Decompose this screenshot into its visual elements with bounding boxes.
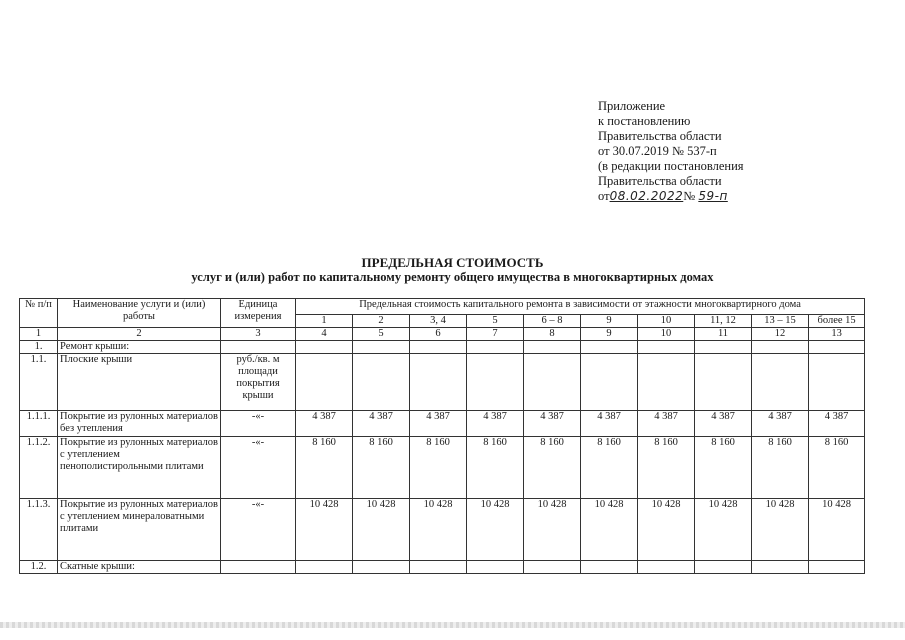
row-num: 1.1.2. [20, 437, 58, 499]
row-num: 1.1.3. [20, 499, 58, 561]
value-cell: 10 428 [695, 499, 752, 561]
col-number: 7 [467, 328, 524, 341]
row-name: Плоские крыши [58, 354, 221, 411]
value-cell: 10 428 [353, 499, 410, 561]
header-floor: 3, 4 [410, 315, 467, 328]
value-cell: 8 160 [353, 437, 410, 499]
value-cell: 4 387 [296, 411, 353, 437]
value-cell: 4 387 [581, 411, 638, 437]
header-floor: 10 [638, 315, 695, 328]
col-number: 8 [524, 328, 581, 341]
header-floor: 5 [467, 315, 524, 328]
col-number: 6 [410, 328, 467, 341]
header-floor: 13 – 15 [752, 315, 809, 328]
appendix-number-label: № [683, 189, 696, 203]
appendix-line-5: (в редакции постановления [598, 159, 744, 173]
table-row [20, 354, 865, 411]
value-cell: 4 387 [809, 411, 865, 437]
header-floor: 11, 12 [695, 315, 752, 328]
row-num: 1. [20, 341, 58, 354]
header-floor: более 15 [809, 315, 865, 328]
value-cell: 8 160 [809, 437, 865, 499]
appendix-line-1: Приложение [598, 99, 666, 113]
appendix-line-4: от 30.07.2019 № 537-п [598, 144, 717, 158]
row-name: Ремонт крыши: [58, 341, 221, 354]
value-cell: 8 160 [296, 437, 353, 499]
row-name: Покрытие из рулонных материалов без утепления [58, 411, 221, 437]
col-number: 12 [752, 328, 809, 341]
table-row [20, 561, 865, 574]
row-name: Скатные крыши: [58, 561, 221, 574]
value-cell: 10 428 [581, 499, 638, 561]
value-cell: 8 160 [410, 437, 467, 499]
header-floor: 2 [353, 315, 410, 328]
value-cell: 10 428 [809, 499, 865, 561]
value-cell: 10 428 [638, 499, 695, 561]
header-limit: Предельная стоимость капитального ремонта в зависимости от этажности многоквартирного дома [296, 299, 865, 315]
handwritten-number: 59-п [698, 189, 728, 203]
value-cell: 10 428 [467, 499, 524, 561]
col-number: 1 [20, 328, 58, 341]
col-number: 9 [581, 328, 638, 341]
value-cell: 8 160 [467, 437, 524, 499]
row-num: 1.2. [20, 561, 58, 574]
col-number: 10 [638, 328, 695, 341]
appendix-from-label: от [598, 189, 610, 203]
value-cell: 4 387 [410, 411, 467, 437]
document-subtitle: услуг и (или) работ по капитальному ремонту общего имущества в многоквартирных домах [191, 270, 714, 284]
value-cell: 8 160 [752, 437, 809, 499]
appendix-block [598, 99, 744, 204]
row-unit: -«- [221, 499, 296, 561]
scan-edge [0, 622, 905, 628]
table-row [20, 341, 865, 354]
value-cell: 4 387 [353, 411, 410, 437]
header-unit: Единица измерения [221, 299, 296, 328]
col-number: 2 [58, 328, 221, 341]
row-unit: -«- [221, 437, 296, 499]
table-row [20, 411, 865, 437]
appendix-line-6: Правительства области [598, 174, 722, 188]
value-cell: 4 387 [467, 411, 524, 437]
value-cell: 4 387 [524, 411, 581, 437]
value-cell: 8 160 [695, 437, 752, 499]
appendix-line-3: Правительства области [598, 129, 722, 143]
row-unit [221, 341, 296, 354]
col-number: 3 [221, 328, 296, 341]
value-cell: 10 428 [296, 499, 353, 561]
handwritten-date: 08.02.2022 [609, 189, 684, 203]
appendix-line-2: к постановлению [598, 114, 691, 128]
table-row [20, 499, 865, 561]
value-cell: 4 387 [638, 411, 695, 437]
col-number: 4 [296, 328, 353, 341]
value-cell: 8 160 [524, 437, 581, 499]
value-cell: 4 387 [752, 411, 809, 437]
header-floor: 1 [296, 315, 353, 328]
value-cell: 10 428 [524, 499, 581, 561]
header-num: № п/п [20, 299, 58, 328]
appendix-line-7 [598, 189, 744, 204]
row-num: 1.1.1. [20, 411, 58, 437]
row-name: Покрытие из рулонных материалов с утеплением минераловатными плитами [58, 499, 221, 561]
value-cell: 8 160 [638, 437, 695, 499]
row-unit: -«- [221, 411, 296, 437]
header-floor: 9 [581, 315, 638, 328]
document-title: ПРЕДЕЛЬНАЯ СТОИМОСТЬ [361, 255, 544, 270]
row-name: Покрытие из рулонных материалов с утеплением пенополистирольными плитами [58, 437, 221, 499]
value-cell: 8 160 [581, 437, 638, 499]
table-row [20, 437, 865, 499]
col-number: 11 [695, 328, 752, 341]
col-number: 5 [353, 328, 410, 341]
price-table [19, 298, 865, 574]
value-cell: 10 428 [410, 499, 467, 561]
value-cell: 4 387 [695, 411, 752, 437]
col-number: 13 [809, 328, 865, 341]
row-num: 1.1. [20, 354, 58, 411]
row-unit [221, 561, 296, 574]
header-floor: 6 – 8 [524, 315, 581, 328]
row-unit: руб./кв. м площади покрытия крыши [221, 354, 296, 411]
value-cell: 10 428 [752, 499, 809, 561]
header-name: Наименование услуги и (или) работы [58, 299, 221, 328]
